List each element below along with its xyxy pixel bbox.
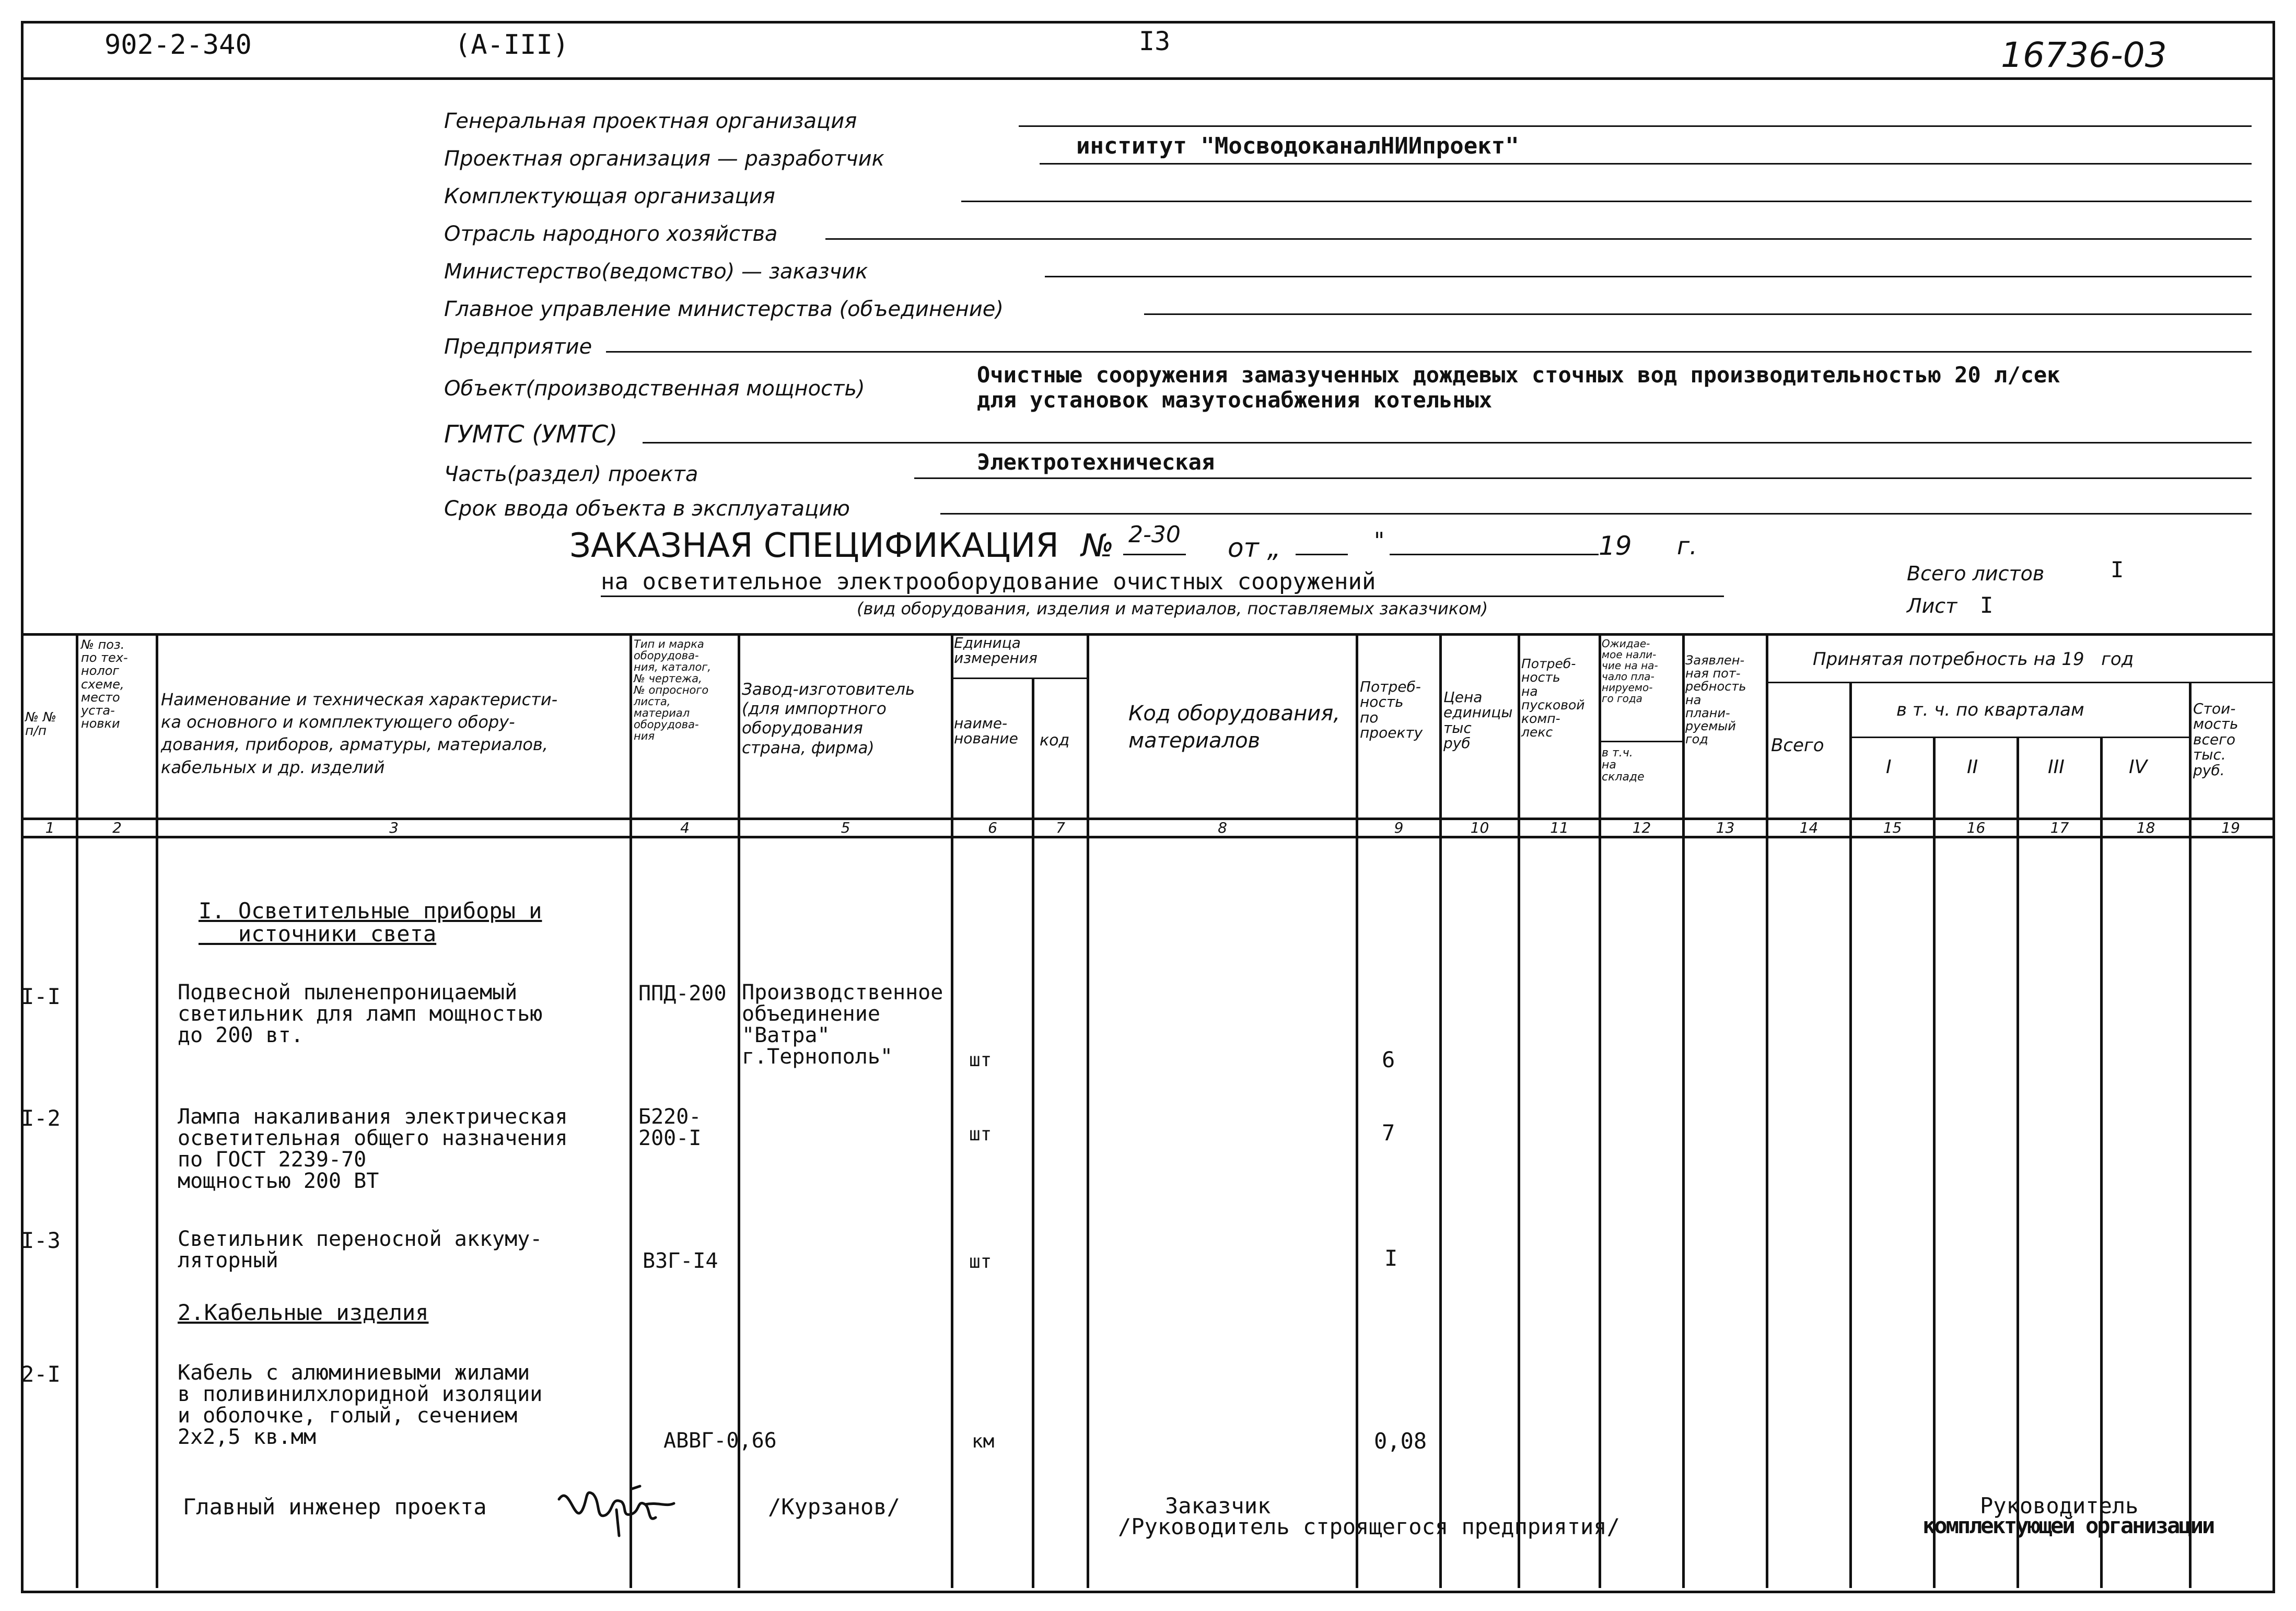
field-label-supplier-org: Комплектующая организация	[444, 184, 775, 208]
header-c14: Всего	[1771, 735, 1824, 756]
row-name: Кабель с алюминиевыми жилами в поливинилхлоридной изоляции и оболочке, голый, сечением 2x2,5 кв.мм	[178, 1361, 543, 1449]
row-qty: I	[1384, 1245, 1398, 1271]
colnum-12: 12	[1632, 819, 1651, 836]
field-label-ministry: Министерство(ведомство) — заказчик	[444, 260, 868, 284]
field-value-object: Очистные сооружения замазученных дождевых сточных вод производительностью 20 л/сек для установок мазутоснабжения котельных	[977, 362, 2060, 413]
header-c13: Заявлен- ная пот- ребность на плани- руемый год	[1685, 653, 1746, 747]
row-type: ППД-200	[638, 982, 727, 1006]
col-line	[2189, 682, 2192, 1588]
colnum-6: 6	[988, 819, 997, 836]
colnum-17: 17	[2050, 819, 2069, 836]
colnum-13: 13	[1716, 819, 1735, 836]
spec-subject-note: (вид оборудования, изделия и материалов, поставляемых заказчиком)	[857, 599, 1488, 618]
col-line	[156, 633, 158, 1588]
chief-engineer-name: /Курзанов/	[768, 1494, 900, 1520]
col-line	[1087, 633, 1089, 1588]
header-c4: Тип и марка оборудова- ния, каталог, № чертежа, № опросного листа, материал оборудова- ния	[634, 638, 711, 743]
spec-year-suffix: г.	[1677, 532, 1697, 560]
colnum-1: 1	[45, 819, 55, 836]
field-value-project-part: Электротехническая	[977, 449, 1215, 475]
col-line	[630, 633, 632, 1588]
header-unit-group: Единица измерения	[954, 634, 1038, 667]
col-line	[1599, 633, 1601, 1588]
colnum-9: 9	[1394, 819, 1404, 836]
field-label-object: Объект(производственная мощность)	[444, 377, 865, 401]
colnum-16: 16	[1966, 819, 1986, 836]
field-label-industry: Отрасль народного хозяйства	[444, 222, 778, 246]
colnum-8: 8	[1218, 819, 1227, 836]
row-unit: км	[972, 1431, 995, 1452]
colnum-14: 14	[1799, 819, 1819, 836]
colnum-7: 7	[1056, 819, 1065, 836]
header-c8: Код оборудования, материалов	[1128, 702, 1341, 753]
col-line	[1766, 633, 1768, 1588]
col-line	[76, 633, 78, 1588]
colnum-5: 5	[841, 819, 850, 836]
customer-label: Заказчик	[1165, 1493, 1271, 1519]
quarters-group-line	[1849, 737, 2189, 738]
col-line	[1849, 682, 1852, 1588]
col-line	[1439, 633, 1442, 1588]
row-type: Б220- 200-I	[638, 1105, 702, 1150]
page-number: I3	[1139, 26, 1171, 56]
colnum-10: 10	[1470, 819, 1489, 836]
header-c3: Наименование и техническая характеристи- ка основного и комплектующего обору- дования, приборов, арматуры, материалов, кабельных и др. изделий	[161, 690, 558, 777]
field-line	[1045, 276, 2252, 277]
colnum-4: 4	[680, 819, 690, 836]
header-c6: наиме- нование	[954, 715, 1018, 748]
row-qty: 6	[1382, 1047, 1395, 1072]
row-name: Подвесной пыленепроницаемый светильник для ламп мощностью до 200 вт.	[178, 980, 543, 1047]
spec-subject-line	[601, 596, 1724, 597]
spec-subject: на осветительное электрооборудование очистных сооружений	[601, 568, 1376, 595]
field-line	[914, 477, 2252, 479]
spec-year-prefix: 19	[1599, 531, 1632, 561]
col-line	[2017, 737, 2019, 1588]
field-label-enterprise: Предприятие	[444, 335, 592, 359]
doc-code: 902-2-340	[104, 29, 252, 61]
sheet-label: Лист	[1907, 594, 1957, 617]
customer-role: /Руководитель строящегося предприятия/	[1118, 1514, 1620, 1539]
supplier-role: комплектующей организации	[1922, 1513, 2214, 1538]
col-line	[951, 633, 953, 1588]
section-1-title: I. Осветительные приборы и источники света	[199, 898, 542, 947]
row-unit: шт	[969, 1251, 992, 1273]
inventory-number: 16736-03	[2001, 35, 2167, 75]
header-q1: I	[1886, 756, 1892, 778]
header-c12: Ожидае- мое нали- чие на на- чало пла- нируемо- го года	[1602, 637, 1658, 705]
row-name: Лампа накаливания электрическая осветительная общего назначения по ГОСТ 2239-70 мощностью 200 ВТ	[178, 1105, 568, 1193]
colnum-11: 11	[1550, 819, 1569, 836]
total-sheets-value: I	[2111, 557, 2124, 582]
album-code: (A-III)	[454, 29, 569, 61]
field-line	[961, 201, 2252, 202]
field-label-main-department: Главное управление министерства (объединение)	[444, 297, 1004, 321]
outer-frame	[21, 21, 2275, 1593]
row-maker: Производственное объединение "Ватра" г.Тернополь"	[742, 980, 943, 1069]
header-c10: Цена единицы тыс руб	[1443, 688, 1513, 752]
colnum-18: 18	[2136, 819, 2155, 836]
header-c9: Потреб- ность по проекту	[1360, 678, 1423, 742]
colnum-2: 2	[112, 819, 122, 836]
spec-date-quote: "	[1374, 528, 1385, 554]
col-line	[1933, 737, 1936, 1588]
colnum-15: 15	[1883, 819, 1902, 836]
sheet-value: I	[1980, 592, 1994, 618]
table-top-line	[21, 633, 2272, 636]
c12-split-line	[1599, 741, 1682, 742]
chief-engineer-label: Главный инженер проекта	[183, 1494, 487, 1520]
header-c7: код	[1040, 731, 1070, 750]
header-q2: II	[1967, 756, 1978, 778]
field-label-gumts: ГУМТС (УМТС)	[444, 420, 618, 448]
header-c1: № № п/п	[25, 709, 56, 739]
field-label-developer: Проектная организация — разработчик	[444, 147, 884, 171]
row-type: ВЗГ-I4	[643, 1249, 718, 1273]
header-q3: III	[2048, 756, 2065, 778]
total-sheets-label: Всего листов	[1907, 562, 2045, 585]
field-line	[1144, 313, 2252, 315]
row-unit: шт	[969, 1049, 992, 1071]
colnum-3: 3	[389, 819, 399, 836]
top-bar-divider	[21, 77, 2272, 80]
row-type: АВВГ-0,66	[663, 1429, 777, 1453]
col-line	[1518, 633, 1520, 1588]
field-line	[940, 513, 2252, 515]
header-c11: Потреб- ность на пусковой комп- лекс	[1521, 656, 1585, 740]
header-q4: IV	[2129, 756, 2148, 778]
header-c19: Стои- мость всего тыс. руб.	[2193, 700, 2239, 779]
header-accepted-group: Принятая потребность на 19 год	[1813, 649, 2134, 670]
spec-date-line	[1296, 554, 1348, 555]
colnum-19: 19	[2221, 819, 2240, 836]
field-label-general-org: Генеральная проектная организация	[444, 109, 857, 133]
row-qty: 7	[1382, 1120, 1395, 1146]
field-value-developer: институт "МосводоканалНИИпроект"	[1076, 133, 1519, 159]
supplier-label: Руководитель	[1980, 1493, 2139, 1519]
row-number: I-3	[21, 1228, 61, 1253]
header-c5: Завод-изготовитель (для импортного оборудования страна, фирма)	[742, 680, 915, 757]
spec-number-prefix: №	[1081, 528, 1114, 564]
chief-engineer-signature	[554, 1478, 679, 1541]
header-c2: № поз. по тех- нолог схеме, место уста- новки	[81, 637, 128, 731]
col-line	[1356, 633, 1358, 1588]
accepted-group-line	[1766, 682, 2272, 683]
col-line	[1032, 678, 1034, 1588]
field-line	[606, 351, 2252, 353]
spec-number-line	[1123, 554, 1186, 555]
header-quarters-group: в т. ч. по кварталам	[1896, 699, 2084, 720]
field-label-commission-date: Срок ввода объекта в эксплуатацию	[444, 497, 850, 521]
col-line	[2100, 737, 2103, 1588]
unit-group-line	[951, 678, 1087, 679]
row-number: I-2	[21, 1105, 61, 1131]
spec-month-line	[1390, 554, 1599, 555]
col-line	[1682, 633, 1685, 1588]
field-line	[825, 238, 2252, 240]
row-unit: шт	[969, 1124, 992, 1145]
field-line	[1019, 125, 2252, 127]
field-line	[1040, 163, 2252, 165]
spec-date-from: от „	[1228, 533, 1281, 563]
field-line	[643, 442, 2252, 443]
row-name: Светильник переносной аккуму- ляторный	[178, 1227, 543, 1273]
header-c12b: в т.ч. на складе	[1602, 746, 1645, 784]
row-number: I-I	[21, 984, 61, 1009]
row-qty: 0,08	[1374, 1428, 1427, 1454]
row-number: 2-I	[21, 1361, 61, 1387]
section-2-title: 2.Кабельные изделия	[178, 1300, 429, 1325]
spec-title: ЗАКАЗНАЯ СПЕЦИФИКАЦИЯ	[569, 527, 1059, 565]
spec-number: 2-30	[1128, 521, 1181, 548]
field-label-project-part: Часть(раздел) проекта	[444, 462, 698, 486]
